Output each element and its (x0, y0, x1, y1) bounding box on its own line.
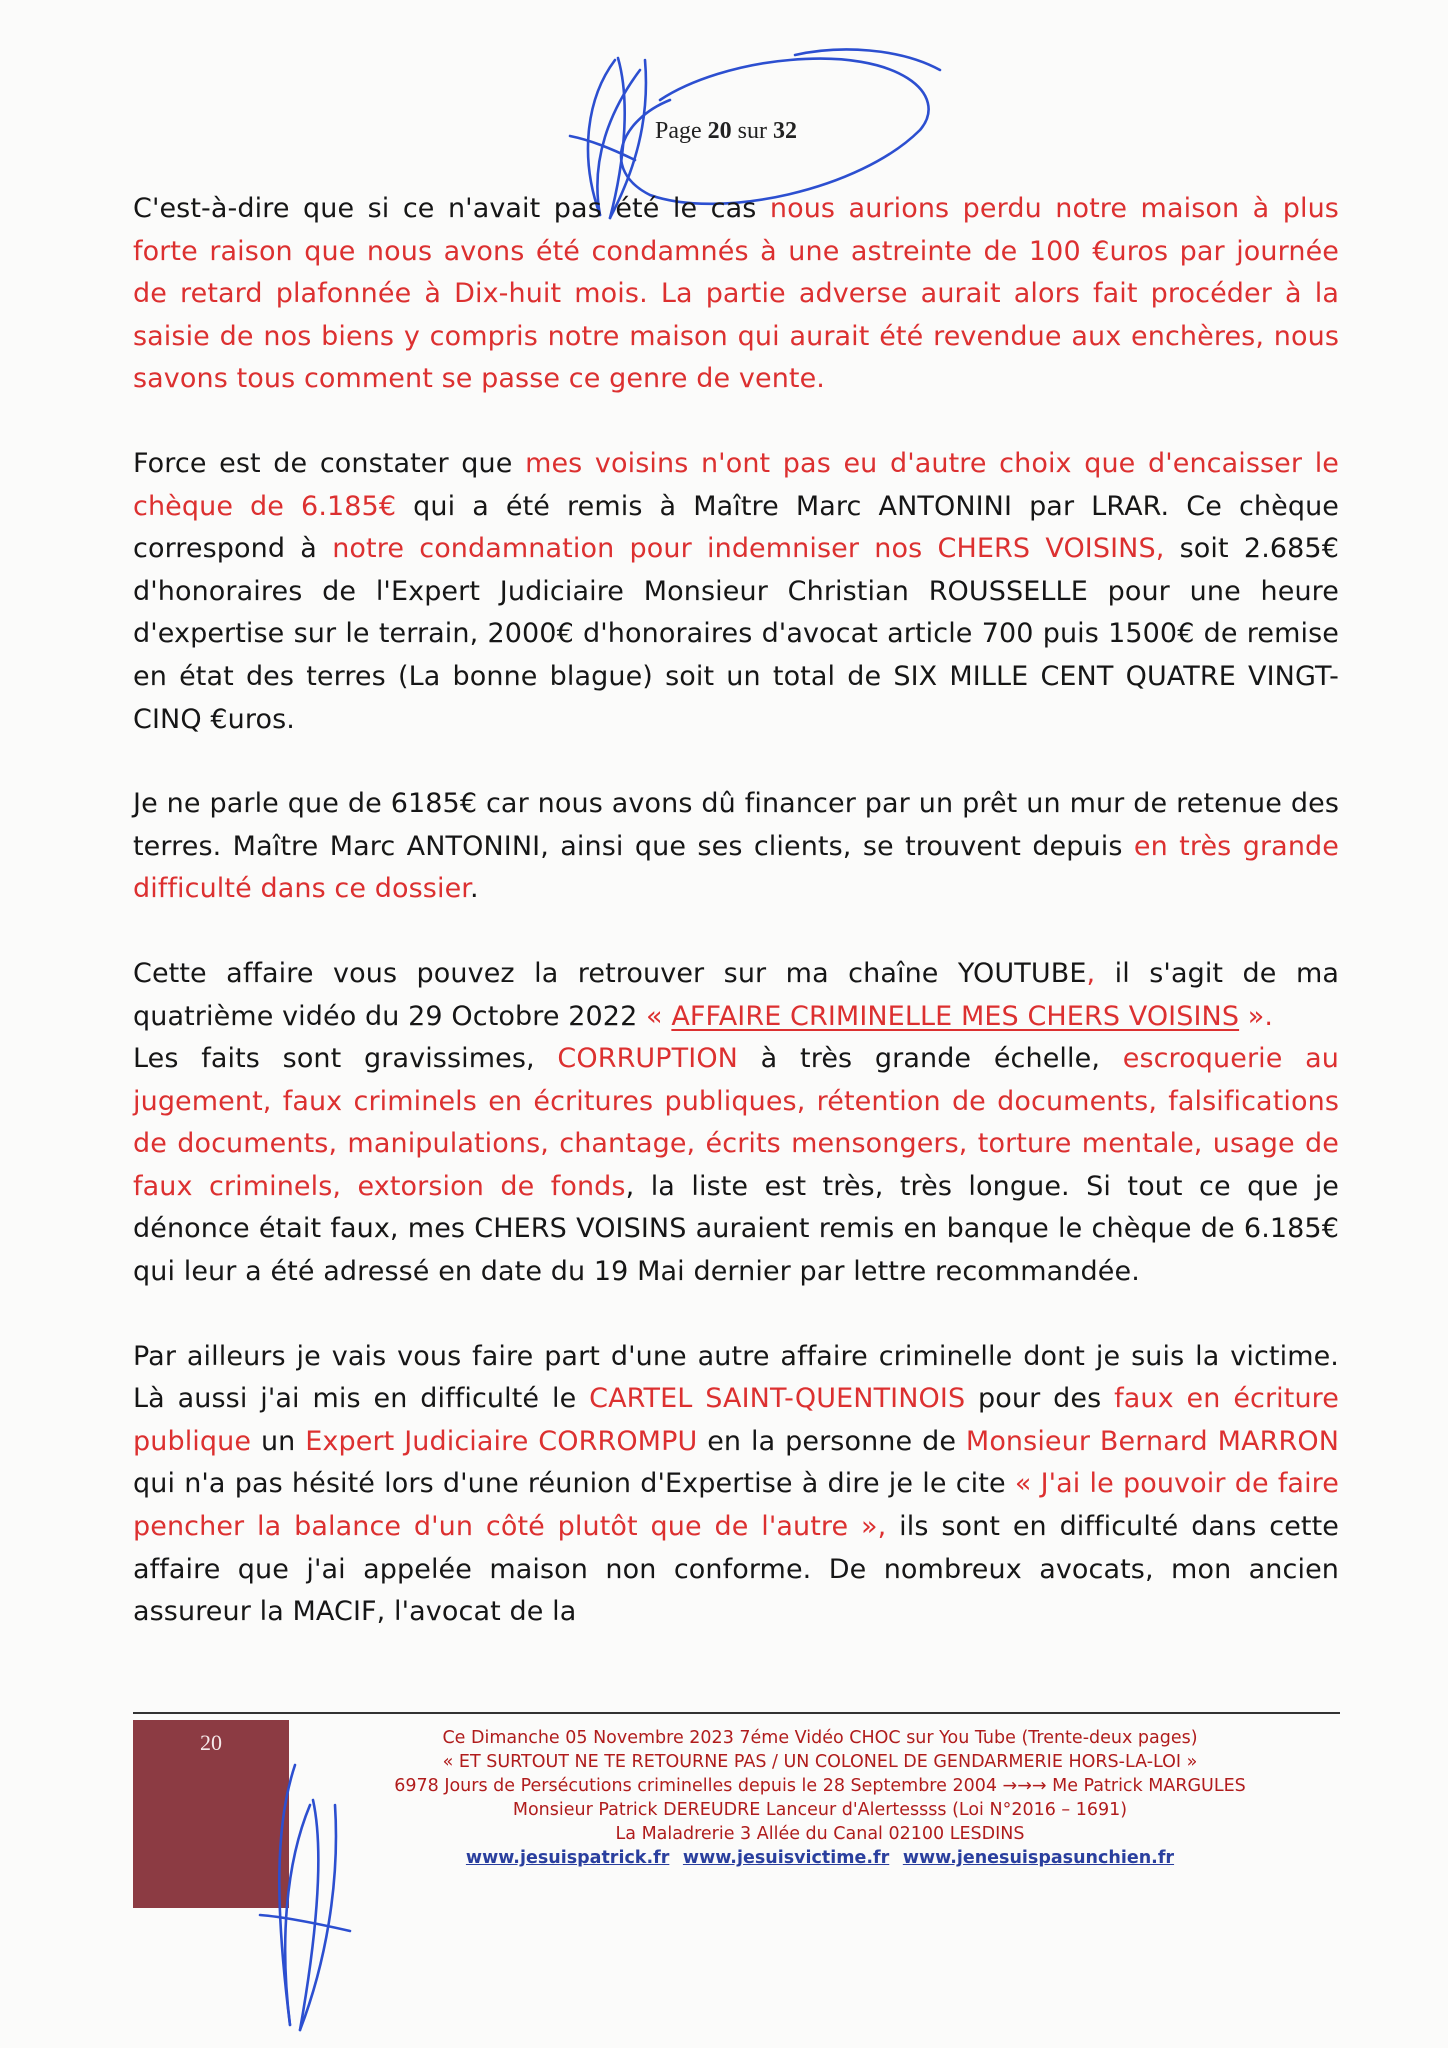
sur-word: sur (737, 118, 767, 144)
text-segment: C'est-à-dire que si ce n'avait pas été le cas (133, 193, 770, 224)
page-number: 20 (707, 118, 732, 144)
footer-line: Monsieur Patrick DEREUDRE Lanceur d'Alertessss (Loi N°2016 – 1691) (512, 1800, 1128, 1820)
footer-page-block (133, 1720, 289, 1908)
text-segment: qui a été remis à Maître Marc ANTONINI par LRAR. Ce chèque correspond à (133, 490, 1339, 565)
highlighted-text-segment: faux en écriture publique (133, 1383, 1340, 1457)
text-segment: pour des (965, 1383, 1115, 1415)
text-segment: . (470, 873, 479, 905)
highlighted-text-segment: en très grande difficulté dans ce dossier (133, 830, 1339, 905)
highlighted-text-segment: « (646, 1000, 672, 1032)
highlighted-text-segment: notre condamnation pour indemniser nos CHERS VOISINS, (332, 533, 1165, 565)
highlighted-text-segment: Expert Judiciaire CORROMPU (305, 1425, 698, 1457)
highlighted-text-segment: , (1086, 957, 1096, 989)
text-segment: Je ne parle que de 6185€ car nous avons dû financer par un prêt un mur de retenue des terres. Maître Marc ANTONINI, ainsi que ses clients, se trouvent depuis (133, 788, 1339, 862)
highlighted-text-segment: mes voisins n'ont pas eu d'autre choix que d'encaisser le chèque de 6.185€ (133, 447, 1340, 522)
link-jesuispatrick[interactable]: www.jesuispatrick.fr (465, 1848, 670, 1868)
footer-line: 6978 Jours de Persécutions criminelles depuis le 28 Septembre 2004 →→→ Me Patrick MARGULES (394, 1776, 1246, 1796)
text-segment: Par ailleurs je vais vous faire part d'une autre affaire criminelle dont je suis la victime. Là aussi j'ai mis en difficulté le (133, 1340, 1339, 1415)
document-body (133, 188, 1339, 1676)
footer-divider (133, 1712, 1340, 1714)
text-segment: ils sont en difficulté dans cette affaire que j'ai appelée maison non conforme. De nombreux avocats, mon ancien assureur la MACIF, l'avocat de la (133, 1511, 1340, 1628)
highlighted-text-segment: Monsieur Bernard MARRON (965, 1425, 1340, 1457)
page-header (655, 118, 797, 145)
paragraph (133, 443, 1339, 741)
text-segment: Les faits sont gravissimes, (133, 1043, 558, 1075)
paragraph (133, 1038, 1339, 1294)
paragraph (133, 783, 1339, 911)
text-segment: en la personne de (697, 1425, 966, 1457)
highlighted-text-segment: ». (1239, 1000, 1274, 1032)
text-segment: Force est de constater que (133, 447, 526, 479)
highlighted-text-segment: CARTEL SAINT-QUENTINOIS (589, 1383, 966, 1415)
paragraph (133, 953, 1339, 1038)
link-jesuisvictime[interactable]: www.jesuisvictime.fr (682, 1848, 890, 1868)
text-segment: soit 2.685€ d'honoraires de l'Expert Judiciaire Monsieur Christian ROUSSELLE pour une heure d'expertise sur le terrain, 2000€ d'honoraires d'avocat article 700 puis 1500€ de remise en état des terres (La bonne blague) soit un total de SIX MILLE CENT QUATRE VINGT-CINQ €uros. (133, 533, 1339, 735)
footer-text (300, 1726, 1340, 1870)
text-segment: un (251, 1425, 306, 1457)
link-jenesuispasunchien[interactable]: www.jenesuispasunchien.fr (902, 1848, 1175, 1868)
page-total: 32 (773, 118, 797, 144)
footer-line: Ce Dimanche 05 Novembre 2023 7éme Vidéo CHOC sur You Tube (Trente-deux pages) (442, 1728, 1198, 1748)
footer-links (300, 1846, 1340, 1870)
text-segment: Cette affaire vous pouvez la retrouver sur ma chaîne YOUTUBE (133, 957, 1087, 989)
footer-line: « ET SURTOUT NE TE RETOURNE PAS / UN COLONEL DE GENDARMERIE HORS-LA-LOI » (442, 1752, 1198, 1772)
paragraph (133, 1336, 1339, 1634)
paragraph (133, 188, 1339, 401)
text-segment: il s'agit de ma quatrième vidéo du 29 Octobre 2022 (133, 957, 1339, 1032)
highlighted-text-segment: AFFAIRE CRIMINELLE MES CHERS VOISINS (671, 1000, 1240, 1032)
highlighted-text-segment: CORRUPTION (557, 1043, 738, 1075)
text-segment: , la liste est très, très longue. Si tout ce que je dénonce était faux, mes CHERS VOISINS auraient remis en banque le chèque de 6.185€ qui leur a été adressé en date du 19 Mai dernier par lettre recommandée. (133, 1170, 1340, 1288)
highlighted-text-segment: nous aurions perdu notre maison à plus forte raison que nous avons été condamnés à une astreinte de 100 €uros par journée de retard plafonnée à Dix-huit mois. La partie adverse aurait alors fait procéder à la saisie de nos biens y compris notre maison qui aurait été revendue aux enchères, nous savons tous comment se passe ce genre de vente. (133, 193, 1339, 395)
text-segment: qui n'a pas hésité lors d'une réunion d'Expertise à dire je le cite (133, 1468, 1015, 1500)
footer-line: La Maladrerie 3 Allée du Canal 02100 LESDINS (615, 1824, 1025, 1844)
highlighted-text-segment: « J'ai le pouvoir de faire pencher la balance d'un côté plutôt que de l'autre », (133, 1468, 1339, 1543)
highlighted-text-segment: escroquerie au jugement, faux criminels en écritures publiques, rétention de documents, falsifications de documents, manipulations, chantage, écrits mensongers, torture mentale, usage de faux criminels, extorsion de fonds (133, 1043, 1340, 1202)
page-word: Page (655, 118, 702, 144)
footer-page-number: 20 (200, 1730, 222, 1755)
text-segment: à très grande échelle, (737, 1043, 1123, 1075)
